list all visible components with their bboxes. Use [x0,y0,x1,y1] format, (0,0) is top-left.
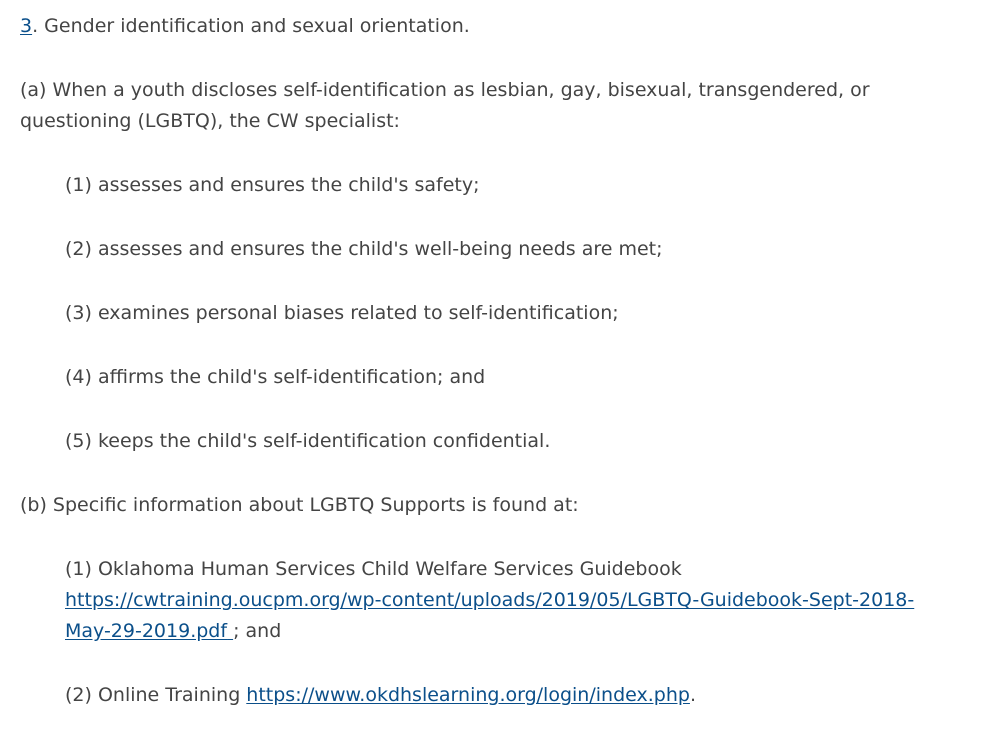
online-training-link[interactable]: https://www.okdhslearning.org/login/index.php [246,684,690,706]
guidebook-label: (1) Oklahoma Human Services Child Welfare Services Guidebook [65,558,682,580]
list-item-a3: (3) examines personal biases related to self-identification; [65,302,619,324]
guidebook-link-block [65,585,985,647]
list-item-a4: (4) affirms the child's self-identification; and [65,366,486,388]
section-number-link[interactable]: 3 [20,15,33,37]
online-training-label: (2) Online Training [65,684,247,706]
online-training-suffix: . [689,684,696,706]
guidebook-link[interactable] [65,589,914,642]
list-item-b1 [20,554,985,647]
list-item-a2: (2) assesses and ensures the child's well-being needs are met; [65,238,663,260]
section-heading [20,11,985,42]
policy-document [20,11,985,711]
list-item-b2 [20,680,985,711]
list-item-a1: (1) assesses and ensures the child's safety; [65,174,480,196]
section-heading-text: . Gender identification and sexual orientation. [32,15,470,37]
guidebook-suffix: ; and [233,620,282,642]
guidebook-link-line2: May-29-2019.pdf [65,620,228,642]
paragraph-a: (a) When a youth discloses self-identification as lesbian, gay, bisexual, transgendered, or questioning (LGBTQ), the CW specialist: [20,79,870,132]
list-item-a5: (5) keeps the child's self-identification confidential. [65,430,551,452]
paragraph-b: (b) Specific information about LGBTQ Supports is found at: [20,494,579,516]
guidebook-link-line1: https://cwtraining.oucpm.org/wp-content/uploads/2019/05/LGBTQ-Guidebook-Sept-2018- [65,589,915,611]
